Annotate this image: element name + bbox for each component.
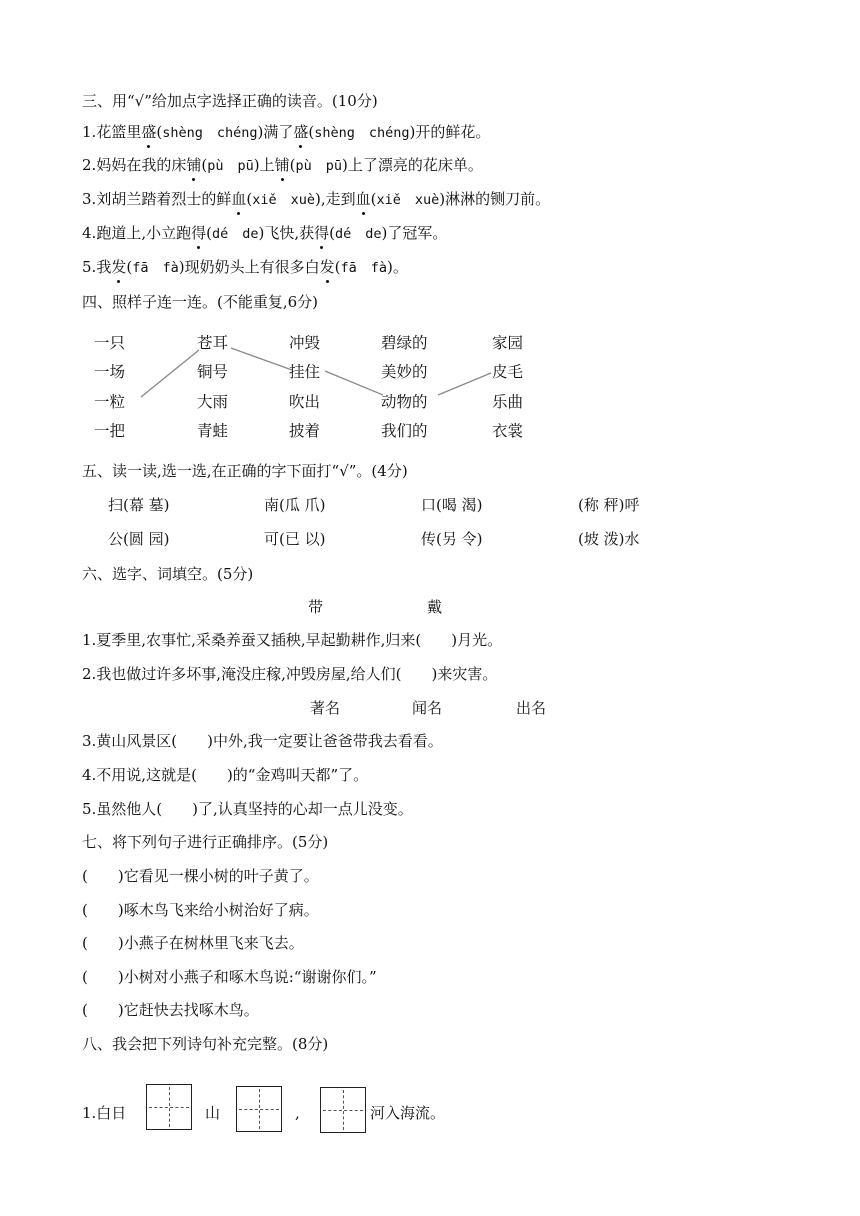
poem-mid: 山 bbox=[205, 1104, 221, 1122]
character-choice[interactable]: 可(已 以) bbox=[264, 530, 326, 548]
order-item: ( )小燕子在树林里飞来飞去。 bbox=[82, 934, 304, 952]
tianzige-box[interactable] bbox=[320, 1087, 366, 1133]
matching-lines bbox=[0, 0, 860, 460]
match-word[interactable]: 一只 bbox=[94, 334, 126, 352]
word-option-dai-belt: 带 bbox=[308, 598, 324, 616]
word-option-dai-wear: 戴 bbox=[427, 598, 443, 616]
dotted-character: 得 bbox=[314, 224, 330, 242]
pinyin-option[interactable]: de bbox=[365, 226, 382, 242]
order-item: ( )它看见一棵小树的叶子黄了。 bbox=[82, 867, 319, 885]
fill-question-3: 3.黄山风景区( )中外,我一定要让爸爸带我去看看。 bbox=[82, 732, 443, 750]
match-word[interactable]: 吹出 bbox=[289, 393, 321, 411]
tianzige-box[interactable] bbox=[236, 1086, 282, 1132]
dotted-character: 血 bbox=[231, 190, 247, 208]
pronunciation-item: 4.跑道上,小立跑得(dé de)飞快,获得(dé de)了冠军。 bbox=[82, 224, 448, 242]
order-item: ( )它赶快去找啄木鸟。 bbox=[82, 1001, 259, 1019]
word-option-zhuming: 著名 bbox=[310, 699, 341, 717]
match-word[interactable]: 我们的 bbox=[381, 422, 428, 440]
match-word[interactable]: 一把 bbox=[94, 422, 126, 440]
match-word[interactable]: 乐曲 bbox=[492, 393, 524, 411]
match-word[interactable]: 一粒 bbox=[94, 393, 126, 411]
match-word[interactable]: 碧绿的 bbox=[381, 334, 428, 352]
match-word[interactable]: 一场 bbox=[94, 363, 126, 381]
order-item: ( )小树对小燕子和啄木鸟说:“谢谢你们。” bbox=[82, 968, 377, 986]
pinyin-option[interactable]: pū bbox=[237, 158, 254, 174]
match-word[interactable]: 衣裳 bbox=[492, 422, 524, 440]
dotted-character: 血 bbox=[355, 190, 371, 208]
pinyin-option[interactable]: de bbox=[242, 226, 259, 242]
match-word[interactable]: 皮毛 bbox=[492, 363, 524, 381]
pinyin-option[interactable]: xuè bbox=[290, 192, 315, 208]
match-word[interactable]: 美妙的 bbox=[381, 363, 428, 381]
character-choice[interactable]: 口(喝 渴) bbox=[421, 496, 483, 514]
pronunciation-item: 3.刘胡兰踏着烈士的鲜血(xiě xuè),走到血(xiě xuè)淋淋的铡刀前。 bbox=[82, 190, 551, 208]
match-word[interactable]: 铜号 bbox=[197, 363, 229, 381]
match-word[interactable]: 苍耳 bbox=[197, 334, 229, 352]
dotted-character: 铺 bbox=[274, 156, 290, 174]
pinyin-option[interactable]: pū bbox=[325, 158, 342, 174]
dotted-character: 盛 bbox=[141, 123, 157, 141]
match-word[interactable]: 冲毁 bbox=[289, 334, 321, 352]
pinyin-option[interactable]: pù bbox=[207, 158, 224, 174]
pinyin-option[interactable]: xiě bbox=[252, 192, 277, 208]
section-5-title: 五、读一读,选一选,在正确的字下面打“√”。(4分) bbox=[82, 462, 408, 480]
pinyin-option[interactable]: dé bbox=[211, 226, 229, 242]
dotted-character: 发 bbox=[319, 258, 335, 276]
pronunciation-item: 1.花篮里盛(shèng chéng)满了盛(shèng chéng)开的鲜花。 bbox=[82, 123, 491, 141]
poem-prefix: 1.白日 bbox=[82, 1104, 127, 1122]
pinyin-option[interactable]: xuè bbox=[414, 192, 440, 208]
match-word[interactable]: 披着 bbox=[289, 422, 321, 440]
fill-question-1: 1.夏季里,农事忙,采桑养蚕又插秧,早起勤耕作,归来( )月光。 bbox=[82, 631, 503, 649]
pinyin-option[interactable]: xiě bbox=[376, 192, 401, 208]
section-8-title: 八、我会把下列诗句补充完整。(8分) bbox=[82, 1035, 329, 1053]
fill-question-2: 2.我也做过许多坏事,淹没庄稼,冲毁房屋,给人们( )来灾害。 bbox=[82, 665, 498, 683]
section-3-title: 三、用“√”给加点字选择正确的读音。(10分) bbox=[82, 92, 378, 110]
dotted-character: 发 bbox=[111, 258, 127, 276]
dotted-character: 铺 bbox=[186, 156, 202, 174]
character-choice[interactable]: 公(圆 园) bbox=[108, 530, 170, 548]
pronunciation-item: 5.我发(fā fà)现奶奶头上有很多白发(fā fà)。 bbox=[82, 258, 408, 276]
pinyin-option[interactable]: fà bbox=[370, 260, 387, 276]
character-choice[interactable]: (称 秤)呼 bbox=[578, 496, 640, 514]
pinyin-option[interactable]: fà bbox=[162, 260, 179, 276]
character-choice[interactable]: 传(另 令) bbox=[421, 530, 483, 548]
match-word[interactable]: 挂住 bbox=[289, 363, 321, 381]
character-choice[interactable]: 扫(幕 墓) bbox=[108, 496, 170, 514]
poem-comma: , bbox=[295, 1104, 300, 1122]
tianzige-box[interactable] bbox=[146, 1084, 192, 1130]
word-option-chuming: 出名 bbox=[516, 699, 547, 717]
pinyin-option[interactable]: shèng bbox=[314, 125, 355, 141]
fill-question-4: 4.不用说,这就是( )的“金鸡叫天都”了。 bbox=[82, 766, 369, 784]
dotted-character: 得 bbox=[191, 224, 207, 242]
pinyin-option[interactable]: fā bbox=[132, 260, 149, 276]
match-word[interactable]: 动物的 bbox=[381, 393, 428, 411]
match-word[interactable]: 青蛙 bbox=[197, 422, 229, 440]
section-7-title: 七、将下列句子进行正确排序。(5分) bbox=[82, 833, 329, 851]
pinyin-option[interactable]: chéng bbox=[216, 125, 258, 141]
word-option-wenming: 闻名 bbox=[412, 699, 443, 717]
pinyin-option[interactable]: pù bbox=[295, 158, 312, 174]
pinyin-option[interactable]: fā bbox=[340, 260, 357, 276]
section-4-title: 四、照样子连一连。(不能重复,6分) bbox=[82, 293, 319, 311]
match-word[interactable]: 家园 bbox=[492, 334, 524, 352]
fill-question-5: 5.虽然他人( )了,认真坚持的心却一点儿没变。 bbox=[82, 800, 413, 818]
order-item: ( )啄木鸟飞来给小树治好了病。 bbox=[82, 901, 319, 919]
pronunciation-item: 2.妈妈在我的床铺(pù pū)上铺(pù pū)上了漂亮的花床单。 bbox=[82, 156, 483, 174]
poem-suffix: 河入海流。 bbox=[370, 1104, 446, 1122]
dotted-character: 盛 bbox=[293, 123, 309, 141]
pinyin-option[interactable]: chéng bbox=[368, 125, 410, 141]
character-choice[interactable]: (坡 泼)水 bbox=[578, 530, 640, 548]
pinyin-option[interactable]: shèng bbox=[162, 125, 203, 141]
character-choice[interactable]: 南(瓜 爪) bbox=[264, 496, 326, 514]
match-word[interactable]: 大雨 bbox=[197, 393, 229, 411]
pinyin-option[interactable]: dé bbox=[335, 226, 352, 242]
section-6-title: 六、选字、词填空。(5分) bbox=[82, 565, 254, 583]
